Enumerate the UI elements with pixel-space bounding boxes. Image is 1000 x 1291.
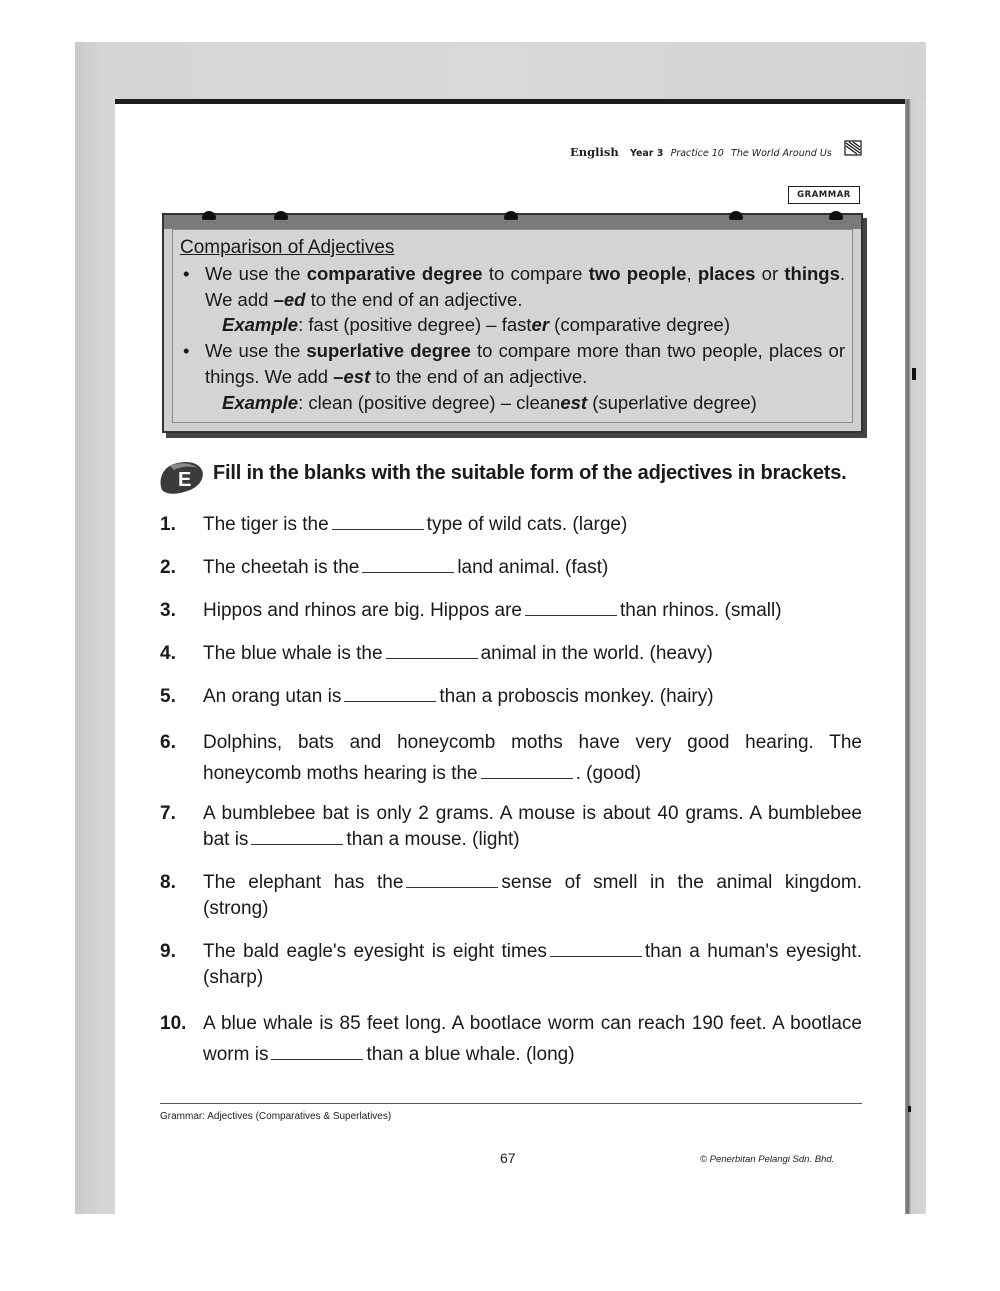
question-3 [160,598,862,624]
question-text: Hippos and rhinos are big. Hippos are than rhinos. (small) [203,600,782,621]
question-number: 2. [160,557,176,578]
question-7 [160,801,862,853]
answer-blank[interactable] [362,558,454,573]
question-text: The bald eagle's eyesight is eight times than a human's eyesight. (sharp) [203,941,862,988]
page-number: 67 [500,1150,516,1166]
pin-icon [202,211,216,220]
subject-label: English [570,145,619,159]
footer-publisher: © Penerbitan Pelangi Sdn. Bhd. [700,1154,835,1165]
question-8 [160,870,862,922]
answer-blank[interactable] [406,873,498,888]
pin-icon [829,211,843,220]
question-4 [160,641,862,667]
answer-blank[interactable] [271,1045,363,1060]
question-number: 3. [160,600,176,621]
answer-blank[interactable] [332,515,424,530]
answer-blank[interactable] [344,687,436,702]
question-1 [160,512,862,538]
notes-title: Comparison of Adjectives [180,237,395,258]
scan-mark [908,1106,911,1112]
footer-topic: Grammar: Adjectives (Comparatives & Superlatives) [160,1111,392,1122]
question-number: 4. [160,643,176,664]
footer-divider [160,1103,862,1104]
scan-mark [912,368,916,380]
notes-example-superlative: Example: clean (positive degree) – cleanest (superlative degree) [222,391,757,413]
question-text: The blue whale is the animal in the world. (heavy) [203,643,713,664]
notes-bullet-comparative: • We use the comparative degree to compare two people, places or things. We add –ed to the end of an adjective. [183,262,846,310]
question-text: The cheetah is the land animal. (fast) [203,557,609,578]
pin-icon [729,211,743,220]
book-icon [844,139,862,157]
topic-label: The World Around Us [731,148,832,159]
answer-blank[interactable] [386,644,478,659]
question-text: A blue whale is 85 feet long. A bootlace worm can reach 190 feet. A bootlace worm is than a blue whale. (long) [203,1013,862,1065]
question-number: 6. [160,732,176,753]
question-text: The tiger is the type of wild cats. (large) [203,514,628,535]
notes-bullet-superlative: • We use the superlative degree to compare more than two people, places or things. We add –est to the end of an adjective. [183,340,845,387]
section-badge-icon [158,460,206,496]
practice-label: Practice 10 [670,148,724,159]
notes-example-comparative: Example: fast (positive degree) – faster (comparative degree) [222,314,731,336]
question-10 [160,1008,862,1068]
question-6 [160,727,862,787]
notes-content [180,235,845,416]
bullet-icon: • [183,340,190,362]
question-2 [160,555,862,581]
question-number: 1. [160,514,176,535]
grammar-tag: GRAMMAR [788,186,860,204]
question-5 [160,684,862,710]
year-label: Year 3 [629,148,664,159]
question-text: Dolphins, bats and honeycomb moths have very good hearing. The honeycomb moths hearing is the . (good) [203,732,862,784]
pin-icon [274,211,288,220]
question-number: 9. [160,941,176,962]
question-number: 10. [160,1013,187,1034]
question-number: 7. [160,803,176,824]
page-header [570,145,862,167]
question-text: An orang utan is than a proboscis monkey. (hairy) [203,686,714,707]
answer-blank[interactable] [550,942,642,957]
answer-blank[interactable] [251,830,343,845]
question-9 [160,939,862,991]
question-text: A bumblebee bat is only 2 grams. A mouse is about 40 grams. A bumblebee bat is than a mouse. (light) [203,803,862,850]
section-instruction: Fill in the blanks with the suitable form of the adjectives in brackets. [213,462,847,484]
answer-blank[interactable] [481,764,573,779]
section-badge-letter: E [178,469,192,491]
bullet-icon: • [183,262,190,284]
question-number: 5. [160,686,176,707]
pin-icon [504,211,518,220]
page-edge-shadow [905,99,926,1214]
answer-blank[interactable] [525,601,617,616]
question-number: 8. [160,872,176,893]
question-text: The elephant has the sense of smell in the animal kingdom. (strong) [203,872,862,919]
